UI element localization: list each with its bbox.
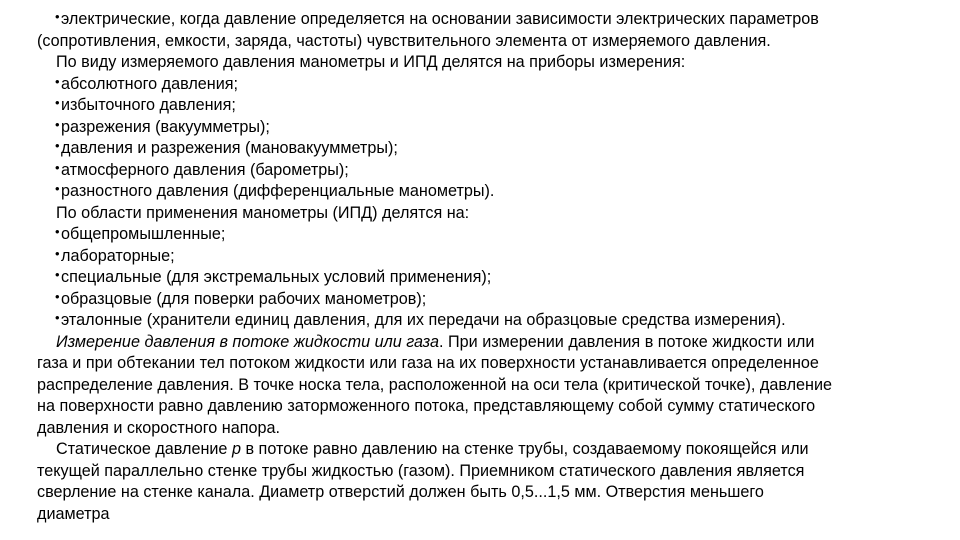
list-item: • разностного давления (дифференциальные манометры). xyxy=(37,181,927,203)
pressure-symbol: p xyxy=(231,440,241,458)
list-item: • общепромышленные; xyxy=(37,224,927,246)
bullet-icon: • xyxy=(55,73,60,89)
bullet-icon: • xyxy=(55,267,60,282)
bullet-icon: • xyxy=(55,116,60,132)
bullet-icon: • xyxy=(55,310,60,325)
slide-text-body xyxy=(37,9,927,525)
list-item: • разрежения (вакуумметры); xyxy=(37,117,927,139)
intro-bullet-line2: (сопротивления, емкости, заряда, частоты) чувствительного элемента от измеряемого давления. xyxy=(37,31,771,50)
intro-bullet xyxy=(37,9,927,31)
bullet-icon: • xyxy=(55,95,60,110)
list-item: • специальные (для экстремальных условий применения); xyxy=(37,267,927,289)
list-item: • образцовые (для поверки рабочих манометров); xyxy=(37,289,927,311)
group2-heading: По области применения манометры (ИПД) делятся на: xyxy=(56,203,470,222)
group2-list xyxy=(37,224,927,332)
list-item: • лабораторные; xyxy=(37,246,927,268)
bullet-icon: • xyxy=(55,138,60,153)
italic-heading: Измерение давления в потоке жидкости или газа xyxy=(56,332,440,351)
list-item: • абсолютного давления; xyxy=(37,74,927,96)
list-item: • эталонные (хранители единиц давления, для их передачи на образцовые средства измерения). xyxy=(37,310,927,332)
intro-bullet-line1: электрические, когда давление определяется на основании зависимости электрических параметров xyxy=(61,10,819,28)
list-item: • избыточного давления; xyxy=(37,95,927,117)
static-pressure-paragraph: Статическое давление p в потоке равно давлению на стенке трубы, создаваемому покоящейся или текущей параллельно стенке трубы жидкостью (газом). Приемником статического давления является сверление на стенке канала. Диаметр отверстий должен быть 0,5...1,5 мм. Отверстия меньшего диаметра xyxy=(37,440,809,523)
bullet-icon: • xyxy=(55,245,60,261)
bullet-icon: • xyxy=(55,288,60,304)
list-item: • давления и разрежения (мановакуумметры); xyxy=(37,138,927,160)
bullet-icon: • xyxy=(55,9,60,24)
group1-list xyxy=(37,74,927,203)
bullet-icon: • xyxy=(55,224,60,239)
bullet-icon: • xyxy=(55,159,60,175)
group1-heading: По виду измеряемого давления манометры и ИПД делятся на приборы измерения: xyxy=(56,53,686,71)
flow-pressure-paragraph: Измерение давления в потоке жидкости или газа. При измерении давления в потоке жидкости или газа и при обтекании тел потоком жидкости или газа на их поверхности устанавливается определенное распределение давления. В точке носка тела, расположенной на оси тела (критической точке), давление на поверхности равно давлению заторможенного потока, представляющему собой сумму статического давления и скоростного напора. xyxy=(37,332,833,437)
list-item: • атмосферного давления (барометры); xyxy=(37,160,927,182)
bullet-icon: • xyxy=(55,181,60,196)
